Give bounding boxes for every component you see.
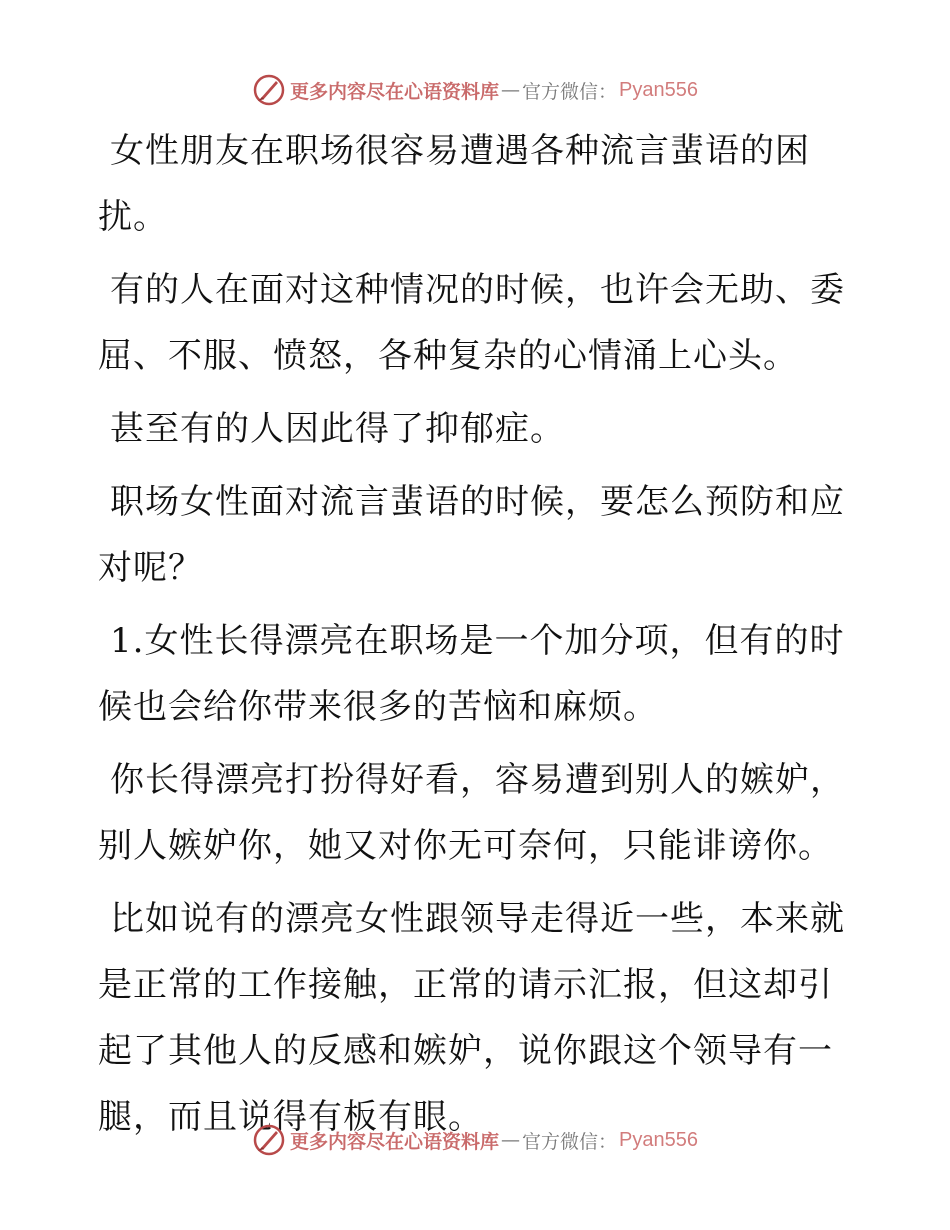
paragraph: 甚至有的人因此得了抑郁症。 (110, 409, 565, 449)
banner-wechat-handle: Pyan556 (619, 1128, 698, 1151)
banner-wechat-handle: Pyan556 (619, 78, 698, 101)
banner-site-text: 更多内容尽在心语资料库 (290, 1130, 500, 1153)
quill-pen-logo-icon (252, 1123, 286, 1157)
banner-wechat-label: 官方微信： (522, 80, 618, 103)
header-banner (0, 70, 950, 110)
paragraph: 女性朋友在职场很容易遭遇各种流言蜚语的困扰。 (98, 131, 810, 237)
banner-wechat-label: 官方微信： (522, 1130, 618, 1153)
quill-pen-logo-icon (252, 73, 286, 107)
document-body (98, 118, 858, 1157)
paragraph: 有的人在面对这种情况的时候，也许会无助、委屈、不服、愤怒，各种复杂的心情涌上心头。 (98, 270, 845, 376)
banner-dash: — (501, 1129, 521, 1151)
banner-site-text: 更多内容尽在心语资料库 (290, 80, 500, 103)
paragraph: 1.女性长得漂亮在职场是一个加分项，但有的时候也会给你带来很多的苦恼和麻烦。 (98, 621, 845, 727)
footer-banner (0, 1120, 950, 1160)
paragraph: 比如说有的漂亮女性跟领导走得近一些，本来就是正常的工作接触，正常的请示汇报，但这却引起了其他人的反感和嫉妒，说你跟这个领导有一腿，而且说得有板有眼。 (98, 899, 845, 1137)
paragraph: 你长得漂亮打扮得好看，容易遭到别人的嫉妒，别人嫉妒你，她又对你无可奈何，只能诽谤你。 (98, 760, 845, 866)
paragraph: 职场女性面对流言蜚语的时候，要怎么预防和应对呢？ (98, 482, 845, 588)
banner-dash: — (501, 79, 521, 101)
